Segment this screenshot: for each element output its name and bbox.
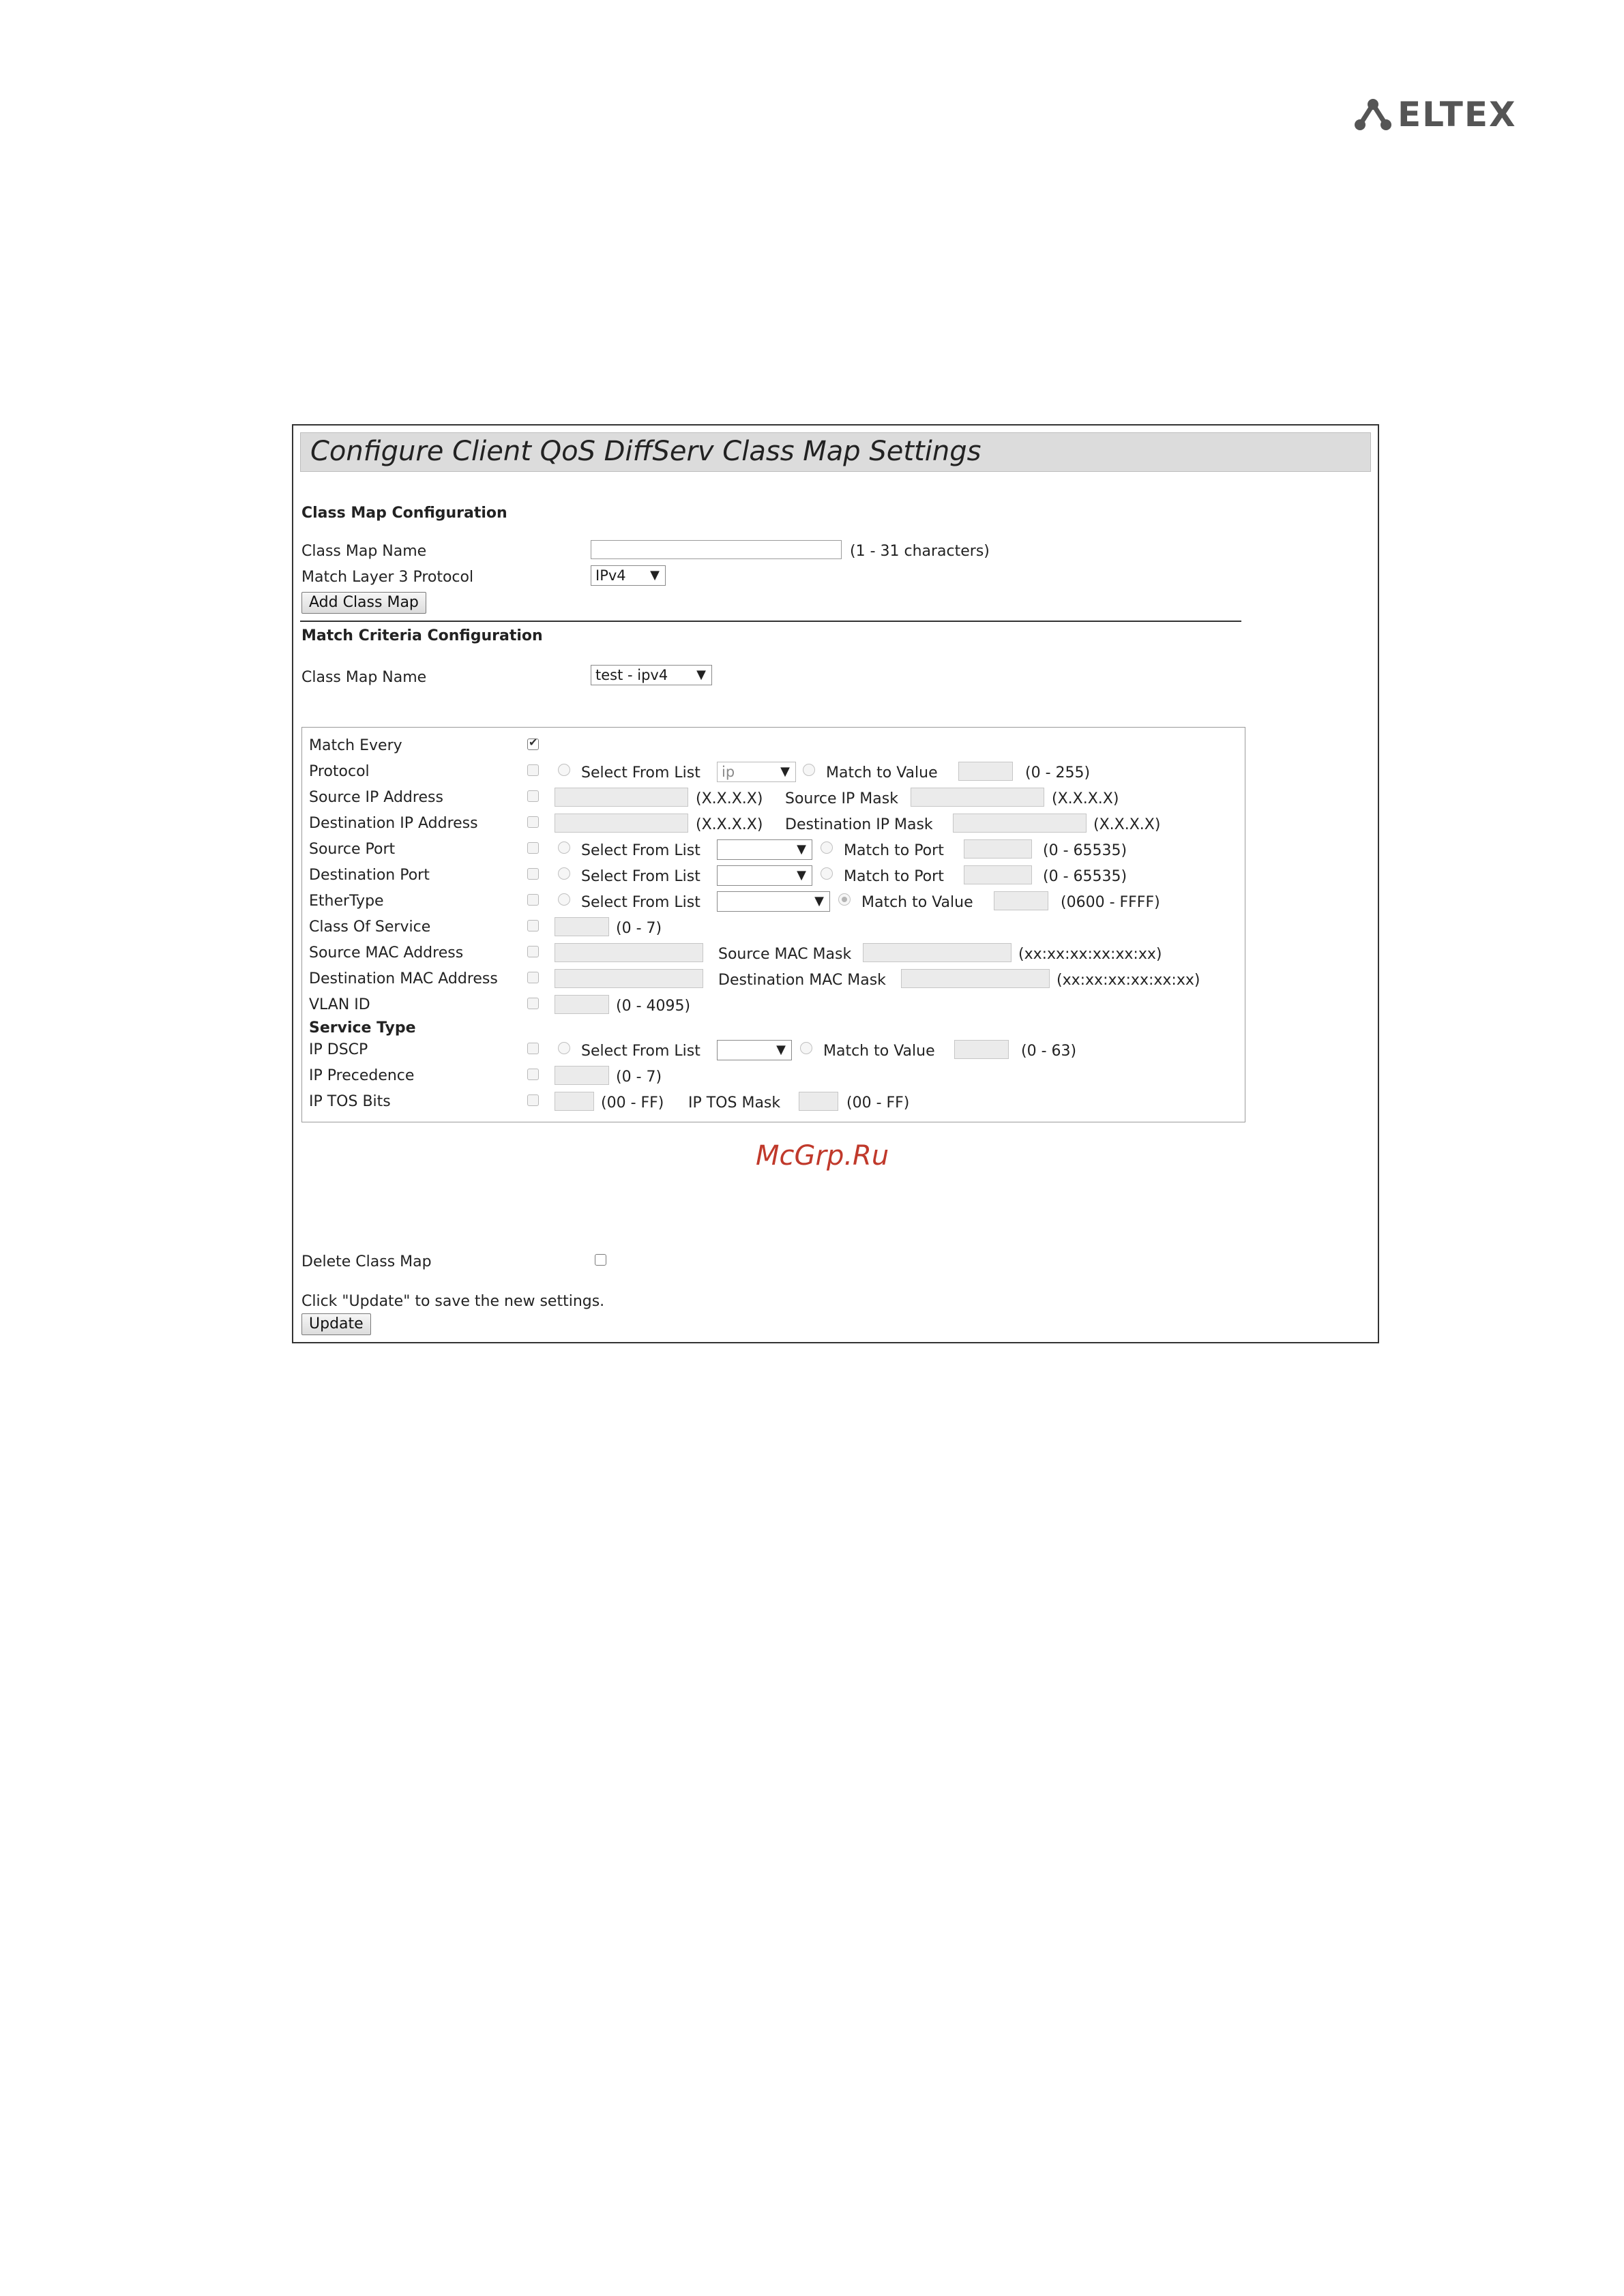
- protocol-list-value: ip: [722, 764, 735, 780]
- eltex-logo-icon: [1354, 98, 1392, 132]
- source-ip-format-hint: (X.X.X.X): [696, 790, 763, 807]
- ip-precedence-checkbox[interactable]: [527, 1069, 539, 1080]
- source-port-list-radio[interactable]: [558, 841, 570, 854]
- source-mac-mask-input[interactable]: [863, 943, 1012, 962]
- ip-tos-checkbox[interactable]: [527, 1094, 539, 1106]
- source-port-checkbox[interactable]: [527, 842, 539, 854]
- source-mac-checkbox[interactable]: [527, 946, 539, 957]
- match-criteria-heading: Match Criteria Configuration: [301, 627, 543, 644]
- dest-port-list-select[interactable]: [717, 865, 812, 886]
- watermark-text: McGrp.Ru: [756, 1140, 889, 1172]
- ethertype-value-radio[interactable]: [838, 893, 851, 906]
- ethertype-range-hint: (0600 - FFFF): [1061, 894, 1160, 911]
- dest-port-match-to-port-label: Match to Port: [844, 868, 944, 885]
- ethertype-list-radio[interactable]: [558, 893, 570, 906]
- ip-tos-mask-label: IP TOS Mask: [688, 1094, 781, 1112]
- source-port-value-input[interactable]: [964, 839, 1032, 859]
- eltex-logo: [1354, 94, 1517, 135]
- ethertype-value-input[interactable]: [994, 891, 1048, 910]
- ip-dscp-match-to-value-label: Match to Value: [823, 1043, 935, 1060]
- dest-mac-format-hint: (xx:xx:xx:xx:xx:xx): [1057, 972, 1200, 989]
- page-title: Configure Client QoS DiffServ Class Map Settings: [310, 436, 981, 467]
- delete-class-map-label: Delete Class Map: [301, 1253, 432, 1270]
- match-class-map-select[interactable]: [591, 665, 712, 685]
- match-every-label: Match Every: [309, 737, 402, 754]
- class-map-name-input[interactable]: [591, 540, 842, 559]
- chevron-down-icon: ▼: [696, 668, 706, 682]
- ip-tos-bits-label: IP TOS Bits: [309, 1093, 391, 1110]
- ethertype-list-select[interactable]: [717, 891, 830, 912]
- protocol-checkbox[interactable]: [527, 764, 539, 776]
- protocol-list-radio[interactable]: [558, 764, 570, 776]
- chevron-down-icon: ▼: [797, 842, 806, 856]
- ethertype-checkbox[interactable]: [527, 894, 539, 906]
- ip-dscp-value-radio[interactable]: [800, 1042, 812, 1054]
- source-mac-mask-label: Source MAC Mask: [718, 946, 852, 963]
- ip-precedence-label: IP Precedence: [309, 1067, 415, 1084]
- source-ip-mask-format-hint: (X.X.X.X): [1052, 790, 1119, 807]
- layer3-protocol-value: IPv4: [595, 567, 626, 584]
- ip-dscp-list-radio[interactable]: [558, 1042, 570, 1054]
- layer3-protocol-select[interactable]: [591, 565, 666, 586]
- ip-dscp-select-from-list-label: Select From List: [581, 1043, 700, 1060]
- delete-class-map-checkbox[interactable]: [595, 1254, 606, 1266]
- chevron-down-icon: ▼: [776, 1043, 786, 1057]
- source-port-value-radio[interactable]: [821, 841, 833, 854]
- source-ip-checkbox[interactable]: [527, 790, 539, 802]
- source-port-match-to-port-label: Match to Port: [844, 842, 944, 859]
- update-note: Click "Update" to save the new settings.: [301, 1293, 605, 1310]
- dest-port-range-hint: (0 - 65535): [1043, 868, 1127, 885]
- source-mac-format-hint: (xx:xx:xx:xx:xx:xx): [1018, 946, 1162, 963]
- dest-mac-label: Destination MAC Address: [309, 970, 498, 987]
- add-class-map-button[interactable]: Add Class Map: [301, 592, 426, 614]
- service-type-heading: Service Type: [309, 1019, 416, 1037]
- dest-port-label: Destination Port: [309, 867, 430, 884]
- ip-dscp-range-hint: (0 - 63): [1021, 1043, 1077, 1060]
- ip-dscp-checkbox[interactable]: [527, 1043, 539, 1054]
- ip-precedence-input[interactable]: [555, 1066, 609, 1085]
- chevron-down-icon: ▼: [797, 868, 806, 882]
- dest-mac-input[interactable]: [555, 969, 703, 988]
- chevron-down-icon: ▼: [780, 764, 790, 779]
- title-bar: [300, 432, 1371, 472]
- match-class-map-name-label: Class Map Name: [301, 669, 427, 686]
- match-every-checkbox[interactable]: [527, 739, 539, 750]
- protocol-select-from-list-label: Select From List: [581, 764, 700, 781]
- protocol-list-select[interactable]: [717, 762, 796, 782]
- divider: [300, 621, 1241, 622]
- protocol-range-hint: (0 - 255): [1025, 764, 1091, 781]
- dest-ip-format-hint: (X.X.X.X): [696, 816, 763, 833]
- ethertype-match-to-value-label: Match to Value: [861, 894, 973, 911]
- vlan-range-hint: (0 - 4095): [616, 998, 691, 1015]
- settings-panel: [292, 424, 1379, 1343]
- dest-port-list-radio[interactable]: [558, 867, 570, 880]
- protocol-value-input[interactable]: [958, 762, 1013, 781]
- dest-mac-mask-label: Destination MAC Mask: [718, 972, 886, 989]
- dest-mac-checkbox[interactable]: [527, 972, 539, 983]
- ip-tos-bits-range-hint: (00 - FF): [601, 1094, 664, 1112]
- dest-ip-mask-label: Destination IP Mask: [785, 816, 933, 833]
- dest-port-select-from-list-label: Select From List: [581, 868, 700, 885]
- dest-ip-input[interactable]: [555, 814, 688, 833]
- source-port-select-from-list-label: Select From List: [581, 842, 700, 859]
- cos-input[interactable]: [555, 917, 609, 936]
- logo-text: ELTEX: [1398, 95, 1517, 134]
- ip-precedence-range-hint: (0 - 7): [616, 1069, 662, 1086]
- source-ip-mask-input[interactable]: [911, 788, 1044, 807]
- cos-range-hint: (0 - 7): [616, 920, 662, 937]
- ethertype-select-from-list-label: Select From List: [581, 894, 700, 911]
- dest-port-value-input[interactable]: [964, 865, 1032, 884]
- ip-tos-mask-input[interactable]: [799, 1092, 838, 1111]
- vlan-id-input[interactable]: [555, 995, 609, 1014]
- match-layer3-protocol-label: Match Layer 3 Protocol: [301, 569, 474, 586]
- protocol-value-radio[interactable]: [803, 764, 815, 776]
- match-criteria-box: [301, 727, 1245, 1122]
- source-mac-label: Source MAC Address: [309, 944, 464, 961]
- ip-dscp-value-input[interactable]: [954, 1040, 1009, 1059]
- vlan-id-checkbox[interactable]: [527, 998, 539, 1009]
- ethertype-label: EtherType: [309, 893, 384, 910]
- source-port-range-hint: (0 - 65535): [1043, 842, 1127, 859]
- dest-mac-mask-input[interactable]: [901, 969, 1050, 988]
- source-ip-mask-label: Source IP Mask: [785, 790, 898, 807]
- dest-port-value-radio[interactable]: [821, 867, 833, 880]
- protocol-match-to-value-label: Match to Value: [826, 764, 938, 781]
- protocol-label: Protocol: [309, 763, 370, 780]
- class-map-config-heading: Class Map Configuration: [301, 505, 507, 522]
- cos-checkbox[interactable]: [527, 920, 539, 931]
- dest-ip-checkbox[interactable]: [527, 816, 539, 828]
- chevron-down-icon: ▼: [814, 894, 824, 908]
- dest-port-checkbox[interactable]: [527, 868, 539, 880]
- class-map-name-hint: (1 - 31 characters): [850, 543, 990, 560]
- source-port-label: Source Port: [309, 841, 396, 858]
- source-ip-input[interactable]: [555, 788, 688, 807]
- dest-ip-mask-input[interactable]: [953, 814, 1087, 833]
- source-port-list-select[interactable]: [717, 839, 812, 860]
- source-ip-label: Source IP Address: [309, 789, 443, 806]
- cos-label: Class Of Service: [309, 919, 431, 936]
- source-mac-input[interactable]: [555, 943, 703, 962]
- dest-ip-mask-format-hint: (X.X.X.X): [1093, 816, 1161, 833]
- chevron-down-icon: ▼: [650, 568, 660, 582]
- ip-dscp-label: IP DSCP: [309, 1041, 368, 1058]
- vlan-id-label: VLAN ID: [309, 996, 370, 1013]
- match-class-map-value: test - ipv4: [595, 667, 668, 683]
- ip-dscp-list-select[interactable]: [717, 1040, 792, 1060]
- ip-tos-bits-input[interactable]: [555, 1092, 594, 1111]
- class-map-name-label: Class Map Name: [301, 543, 427, 560]
- ip-tos-mask-range-hint: (00 - FF): [846, 1094, 910, 1112]
- update-button[interactable]: Update: [301, 1313, 371, 1335]
- dest-ip-label: Destination IP Address: [309, 815, 478, 832]
